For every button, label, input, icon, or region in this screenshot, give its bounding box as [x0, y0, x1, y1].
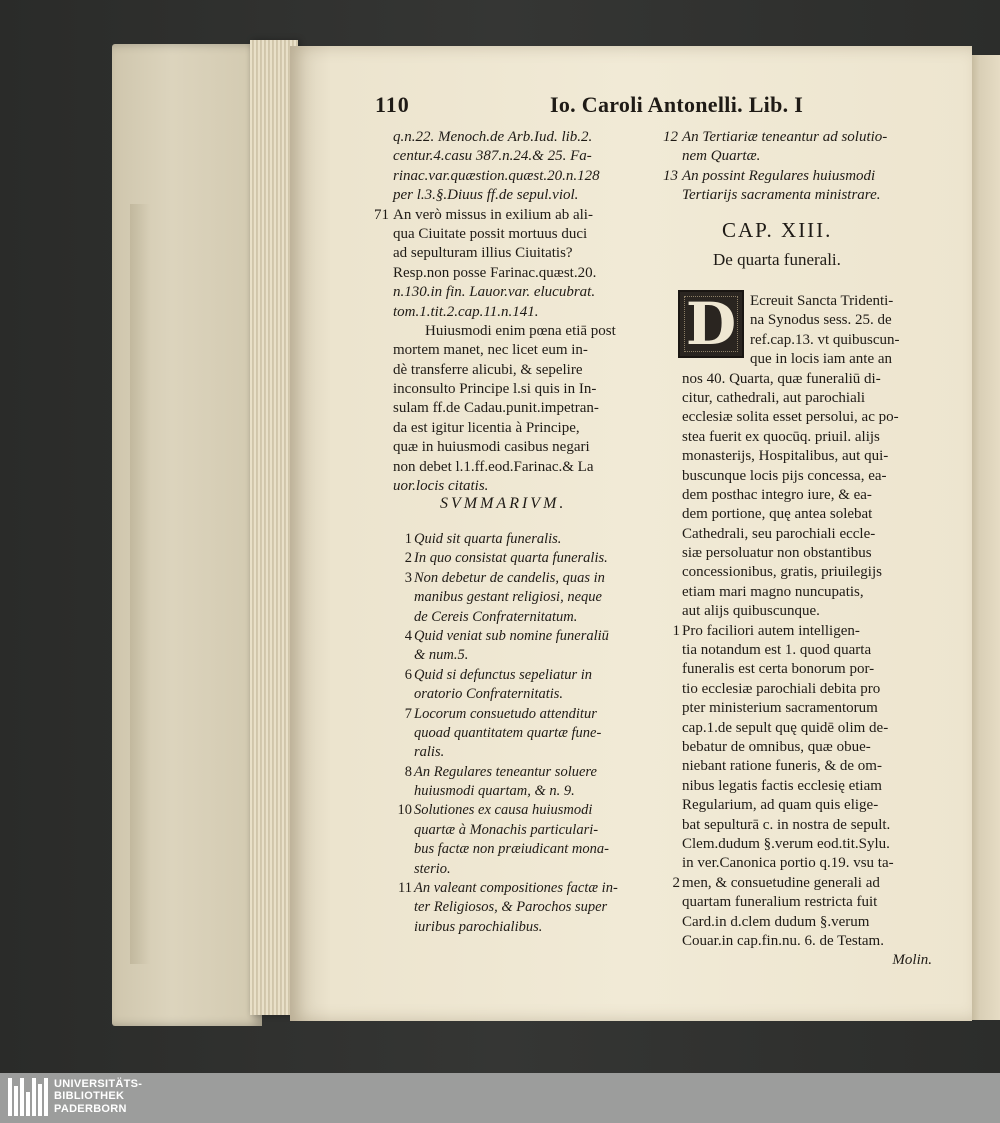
text-line: [393, 399, 663, 418]
line-text: Resp.non posse Farinac.quæst.20.: [393, 264, 597, 281]
line-text: niebant ratione funeris, & de om-: [682, 758, 882, 775]
line-text: non debet l.1.ff.eod.Farinac.& La: [393, 458, 594, 475]
text-line: [682, 583, 932, 602]
library-name-line: UNIVERSITÄTS-: [54, 1078, 143, 1090]
page-number: 110: [375, 92, 410, 117]
line-text: stea fuerit ex quocūq. priuil. alijs: [682, 428, 880, 445]
line-text: mortem manet, nec licet eum in-: [393, 342, 588, 359]
line-text: Regularium, ad quam quis elige-: [682, 797, 879, 814]
text-line: [393, 147, 663, 166]
line-text: Huiusmodi enim pœna etiā post: [425, 322, 616, 339]
text-line: [682, 757, 932, 776]
line-text: da est igitur licentia à Principe,: [393, 419, 580, 436]
line-text: rinac.var.quæstion.quæst.20.n.128: [393, 167, 600, 184]
line-text: huiusmodi quartam, & n. 9.: [414, 783, 575, 800]
line-text: An verò missus in exilium ab ali-: [393, 206, 593, 223]
text-line: [682, 389, 932, 408]
line-text: Quid si defunctus sepeliatur in: [414, 666, 593, 683]
text-line: [404, 705, 664, 724]
line-text: ref.cap.13. vt quibuscun-: [750, 331, 900, 348]
line-text: Non debetur de candelis, quas in: [414, 569, 605, 586]
line-text: q.n.22. Menoch.de Arb.Iud. lib.2.: [393, 129, 593, 145]
right-column-body: [672, 292, 932, 971]
line-text: cap.1.de sepult quę quidē olim de-: [682, 719, 889, 736]
text-line: [414, 608, 664, 627]
text-line: [663, 167, 932, 186]
line-text: dè transferre alicubi, & sepelire: [393, 361, 583, 378]
line-text: uor.locis citatis.: [393, 478, 489, 495]
library-name-line: PADERBORN: [54, 1102, 127, 1115]
text-line: [404, 763, 664, 782]
line-text: quartæ à Monachis particulari-: [414, 821, 599, 838]
text-line: [682, 331, 932, 350]
running-head: [375, 92, 975, 122]
summary-list: [397, 530, 664, 937]
text-line: [414, 646, 664, 665]
line-text: bebatur de omnibus, quæ obue-: [682, 738, 871, 755]
text-line: [682, 602, 932, 621]
text-line: [682, 563, 932, 582]
text-line: [393, 477, 663, 496]
text-line: [682, 311, 932, 330]
line-text: in ver.Canonica portio q.19. vsu ta-: [682, 855, 894, 872]
line-text: centur.4.casu 387.n.24.& 25. Fa-: [393, 148, 592, 165]
margin-number: 13: [663, 167, 678, 184]
text-line: [393, 458, 663, 477]
line-text: Tertiarijs sacramenta ministrare.: [682, 187, 881, 204]
line-text: concessionibus, gratis, priuilegijs: [682, 564, 882, 581]
text-line: [682, 486, 932, 505]
line-text: Quid sit quarta funeralis.: [414, 531, 562, 547]
text-line: [682, 738, 932, 757]
library-name-line: BIBLIOTHEK: [54, 1090, 125, 1103]
text-line: [414, 860, 664, 879]
text-line: [682, 467, 932, 486]
line-text: Locorum consuetudo attenditur: [414, 705, 597, 722]
line-text: Solutiones ex causa huiusmodi: [414, 802, 593, 819]
line-text: men, & consuetudine generali ad: [682, 874, 880, 891]
line-text: Clem.dudum §.verum eod.tit.Sylu.: [682, 835, 890, 852]
library-footer: [0, 1073, 1000, 1123]
line-text: de Cereis Confraternitatum.: [414, 608, 578, 625]
text-line: [414, 743, 664, 762]
text-line: [682, 370, 932, 389]
text-line: [682, 854, 932, 873]
line-text: nos 40. Quarta, quæ funeraliū di-: [682, 370, 881, 387]
margin-number: 11: [398, 880, 412, 897]
text-line: [414, 588, 664, 607]
line-text: iuribus parochialibus.: [414, 918, 543, 935]
line-text: funeralis est certa bonorum por-: [682, 661, 875, 678]
text-line: [682, 660, 932, 679]
margin-number: 12: [663, 129, 678, 145]
text-line: [682, 641, 932, 660]
line-text: Couar.in cap.fin.nu. 6. de Testam.: [682, 932, 884, 949]
margin-number: 1: [404, 531, 412, 547]
line-text: buscunque locis pijs concessa, ea-: [682, 467, 887, 484]
text-line: [393, 244, 663, 263]
text-line: [682, 525, 932, 544]
text-line: [682, 699, 932, 718]
text-line: [414, 918, 664, 937]
text-line: [414, 782, 664, 801]
text-line: [393, 438, 663, 457]
line-text: sterio.: [414, 860, 451, 877]
left-column-text: [374, 128, 663, 496]
line-text: dem portione, quę antea solebat: [682, 506, 873, 523]
text-line: [393, 225, 663, 244]
text-line: [682, 913, 932, 932]
right-column-summary: [663, 128, 932, 206]
text-line: [682, 544, 932, 563]
text-line: [414, 685, 664, 704]
margin-number: 71: [374, 206, 389, 223]
library-logo-icon: [8, 1078, 48, 1116]
line-text: bus factæ non præiudicant mona-: [414, 841, 609, 858]
text-line: [414, 840, 664, 859]
text-line: [682, 428, 932, 447]
line-text: que in locis iam ante an: [750, 351, 893, 368]
text-line: [682, 505, 932, 524]
line-text: An Tertiariæ teneantur ad solutio-: [682, 129, 888, 145]
text-line: [404, 569, 664, 588]
line-text: oratorio Confraternitatis.: [414, 686, 564, 703]
text-line: [393, 380, 663, 399]
line-text: An Regulares teneantur soluere: [414, 763, 597, 780]
line-text: quæ in huiusmodi casibus negari: [393, 439, 590, 456]
text-line: [663, 128, 932, 147]
line-text: pter ministerium sacramentorum: [682, 700, 878, 717]
line-text: sulam ff.de Cadau.punit.impetran-: [393, 400, 599, 417]
text-line: [393, 186, 663, 205]
line-text: citur, cathedrali, aut parochiali: [682, 389, 866, 406]
text-line: [682, 350, 932, 369]
text-line: [393, 322, 663, 341]
text-line: [682, 147, 932, 166]
margin-number: 2: [404, 550, 412, 567]
margin-number: 7: [404, 705, 412, 722]
text-line: [398, 879, 664, 898]
line-text: nibus legatis factis ecclesię etiam: [682, 777, 882, 794]
text-line: [682, 719, 932, 738]
text-line: [682, 408, 932, 427]
text-line: [414, 724, 664, 743]
margin-number: 8: [404, 763, 412, 780]
text-line: [682, 951, 932, 970]
header-title: Io. Caroli Antonelli. Lib. I: [550, 92, 804, 117]
text-line: [682, 777, 932, 796]
margin-number: 6: [404, 666, 412, 683]
line-text: In quo consistat quarta funeralis.: [414, 550, 608, 567]
line-text: etiam mari magno nuncupatis,: [682, 583, 864, 600]
line-text: ter Religiosos, & Parochos super: [414, 899, 608, 916]
line-text: nem Quartæ.: [682, 148, 761, 165]
text-line: [672, 874, 932, 893]
text-line: [393, 341, 663, 360]
text-line: [374, 206, 663, 225]
margin-number: 3: [404, 569, 412, 586]
line-text: quoad quantitatem quartæ fune-: [414, 724, 602, 741]
text-line: [393, 128, 663, 147]
line-text: ralis.: [414, 744, 445, 761]
text-line: [393, 361, 663, 380]
text-line: [414, 898, 664, 917]
line-text: An valeant compositiones factæ in-: [414, 880, 618, 897]
summary-title: SVMMARIVM.: [440, 495, 567, 512]
line-text: aut alijs quibuscunque.: [682, 603, 820, 620]
text-line: [682, 932, 932, 951]
text-line: [682, 893, 932, 912]
text-line: [672, 622, 932, 641]
text-line: [682, 835, 932, 854]
line-text: Card.in d.clem dudum §.verum: [682, 913, 870, 930]
line-text: bat sepulturā c. in nostra de sepult.: [682, 816, 891, 833]
line-text: inconsulto Principe l.si quis in In-: [393, 381, 597, 398]
text-line: [682, 796, 932, 815]
text-line: [397, 801, 664, 820]
line-text: Quid veniat sub nomine funeraliū: [414, 627, 609, 644]
line-text: Molin.: [892, 952, 932, 969]
drop-cap-letter: D: [685, 290, 737, 358]
line-text: tom.1.tit.2.cap.11.n.141.: [393, 303, 539, 320]
text-line: [393, 264, 663, 283]
left-book-cover: [112, 44, 262, 1026]
line-text: qua Ciuitate possit mortuus duci: [393, 225, 588, 242]
text-line: [682, 292, 932, 311]
line-text: ad sepulturam illius Ciuitatis?: [393, 245, 573, 262]
margin-number: 1: [672, 622, 680, 639]
line-text: tia notandum est 1. quod quarta: [682, 642, 872, 659]
line-text: na Synodus sess. 25. de: [750, 312, 892, 329]
line-text: ecclesiæ solita esset persolui, ac po-: [682, 409, 899, 426]
text-line: [414, 821, 664, 840]
text-line: [393, 167, 663, 186]
margin-number: 10: [397, 802, 412, 819]
line-text: per l.3.§.Diuus ff.de sepul.viol.: [393, 187, 579, 204]
text-line: [404, 627, 664, 646]
text-line: [682, 447, 932, 466]
chapter-subtitle: De quarta funerali.: [713, 250, 841, 269]
line-text: monasterijs, Hospitalibus, aut qui-: [682, 448, 889, 465]
text-line: [404, 530, 664, 549]
text-line: [393, 283, 663, 302]
line-text: siæ persoluatur non obstantibus: [682, 545, 872, 562]
text-line: [404, 549, 664, 568]
line-text: dem posthac integro iure, & ea-: [682, 486, 872, 503]
text-line: [682, 680, 932, 699]
chapter-title: CAP. XIII.: [722, 218, 833, 242]
library-name: [54, 1078, 142, 1115]
text-line: [393, 419, 663, 438]
margin-number: 2: [672, 874, 680, 891]
line-text: Pro faciliori autem intelligen-: [682, 622, 860, 639]
text-line: [404, 666, 664, 685]
margin-number: 4: [404, 627, 412, 644]
line-text: Ecreuit Sancta Tridenti-: [750, 293, 894, 309]
text-line: [682, 816, 932, 835]
text-line: [682, 186, 932, 205]
text-line: [393, 303, 663, 322]
line-text: & num.5.: [414, 647, 469, 664]
line-text: manibus gestant religiosi, neque: [414, 589, 602, 606]
line-text: An possint Regulares huiusmodi: [682, 167, 876, 184]
line-text: Cathedrali, seu parochiali eccle-: [682, 525, 876, 542]
line-text: n.130.in fin. Lauor.var. elucubrat.: [393, 284, 596, 301]
line-text: quartam funeralium restricta fuit: [682, 894, 878, 911]
line-text: tio ecclesiæ parochiali debita pro: [682, 680, 881, 697]
